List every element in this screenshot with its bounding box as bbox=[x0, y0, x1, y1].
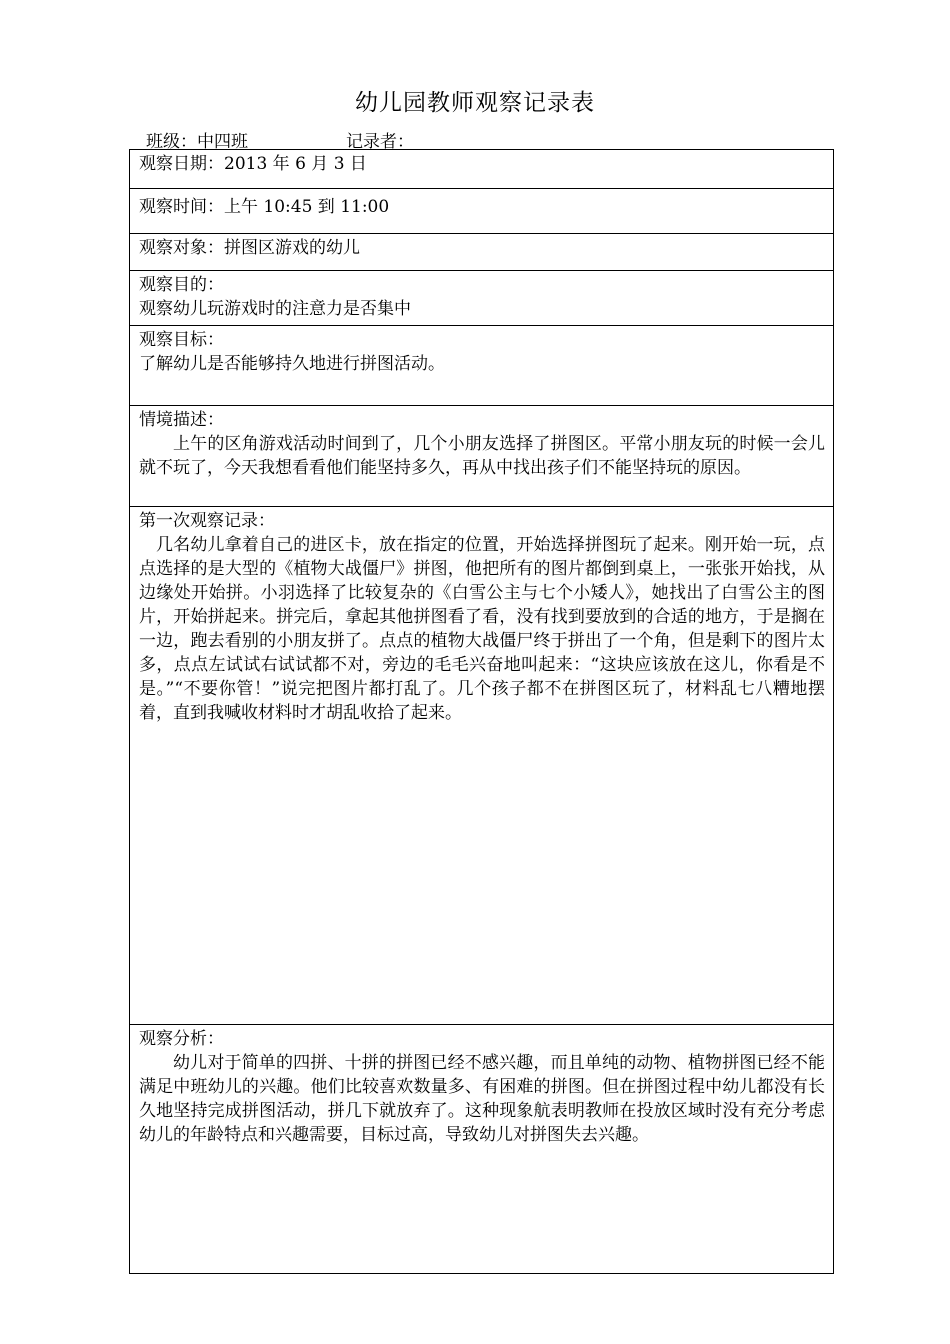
goal-cell bbox=[130, 326, 834, 406]
observation-table bbox=[129, 149, 834, 1274]
recorder-label: 记录者： bbox=[346, 132, 414, 152]
analysis-label: 观察分析： bbox=[139, 1029, 224, 1049]
purpose-cell bbox=[130, 271, 834, 326]
time-cell: 观察时间：上午 10:45 到 11:00 bbox=[130, 189, 834, 234]
situation-cell bbox=[130, 406, 834, 507]
situation-row bbox=[130, 406, 834, 507]
purpose-label: 观察目的： bbox=[139, 275, 224, 295]
subject-cell: 观察对象：拼图区游戏的幼儿 bbox=[130, 234, 834, 271]
record-label: 第一次观察记录： bbox=[139, 511, 275, 531]
goal-row bbox=[130, 326, 834, 406]
situation-text: 上午的区角游戏活动时间到了，几个小朋友选择了拼图区。平常小朋友玩的时候一会儿就不玩了，今天我想看看他们能坚持多久，再从中找出孩子们不能坚持玩的原因。 bbox=[139, 434, 825, 478]
record-row bbox=[130, 507, 834, 1025]
record-cell bbox=[130, 507, 834, 1025]
goal-text: 了解幼儿是否能够持久地进行拼图活动。 bbox=[139, 354, 445, 374]
purpose-row bbox=[130, 271, 834, 326]
goal-label: 观察目标： bbox=[139, 330, 224, 350]
subject-row bbox=[130, 234, 834, 271]
page-title: 幼儿园教师观察记录表 bbox=[355, 90, 595, 116]
analysis-cell bbox=[130, 1025, 834, 1274]
class-label: 班级：中四班 bbox=[146, 132, 248, 152]
analysis-text: 幼儿对于简单的四拼、十拼的拼图已经不感兴趣，而且单纯的动物、植物拼图已经不能满足中班幼儿的兴趣。他们比较喜欢数量多、有困难的拼图。但在拼图过程中幼儿都没有长久地坚持完成拼图活动，拼几下就放弃了。这种现象航表明教师在投放区域时没有充分考虑幼儿的年龄特点和兴趣需要，目标过高，导致幼儿对拼图失去兴趣。 bbox=[139, 1053, 825, 1145]
time-row bbox=[130, 189, 834, 234]
analysis-row bbox=[130, 1025, 834, 1274]
date-cell: 观察日期：2013 年 6 月 3 日 bbox=[130, 150, 834, 189]
date-row bbox=[130, 150, 834, 189]
purpose-text: 观察幼儿玩游戏时的注意力是否集中 bbox=[139, 299, 411, 319]
situation-label: 情境描述： bbox=[139, 410, 224, 430]
record-text: 几名幼儿拿着自己的进区卡，放在指定的位置，开始选择拼图玩了起来。刚开始一玩，点点选择的是大型的《植物大战僵尸》拼图，他把所有的图片都倒到桌上，一张张开始找，从边缘处开始拼。小羽选择了比较复杂的《白雪公主与七个小矮人》，她找出了白雪公主的图片，开始拼起来。拼完后，拿起其他拼图看了看，没有找到要放到的合适的地方，于是搁在一边，跑去看别的小朋友拼了。点点的植物大战僵尸终于拼出了一个角，但是剩下的图片太多，点点左试试右试试都不对，旁边的毛毛兴奋地叫起来：“这块应该放在这儿，你看是不是。”“不要你管！”说完把图片都打乱了。几个孩子都不在拼图区玩了，材料乱七八糟地摆着，直到我喊收材料时才胡乱收拾了起来。 bbox=[139, 535, 825, 723]
